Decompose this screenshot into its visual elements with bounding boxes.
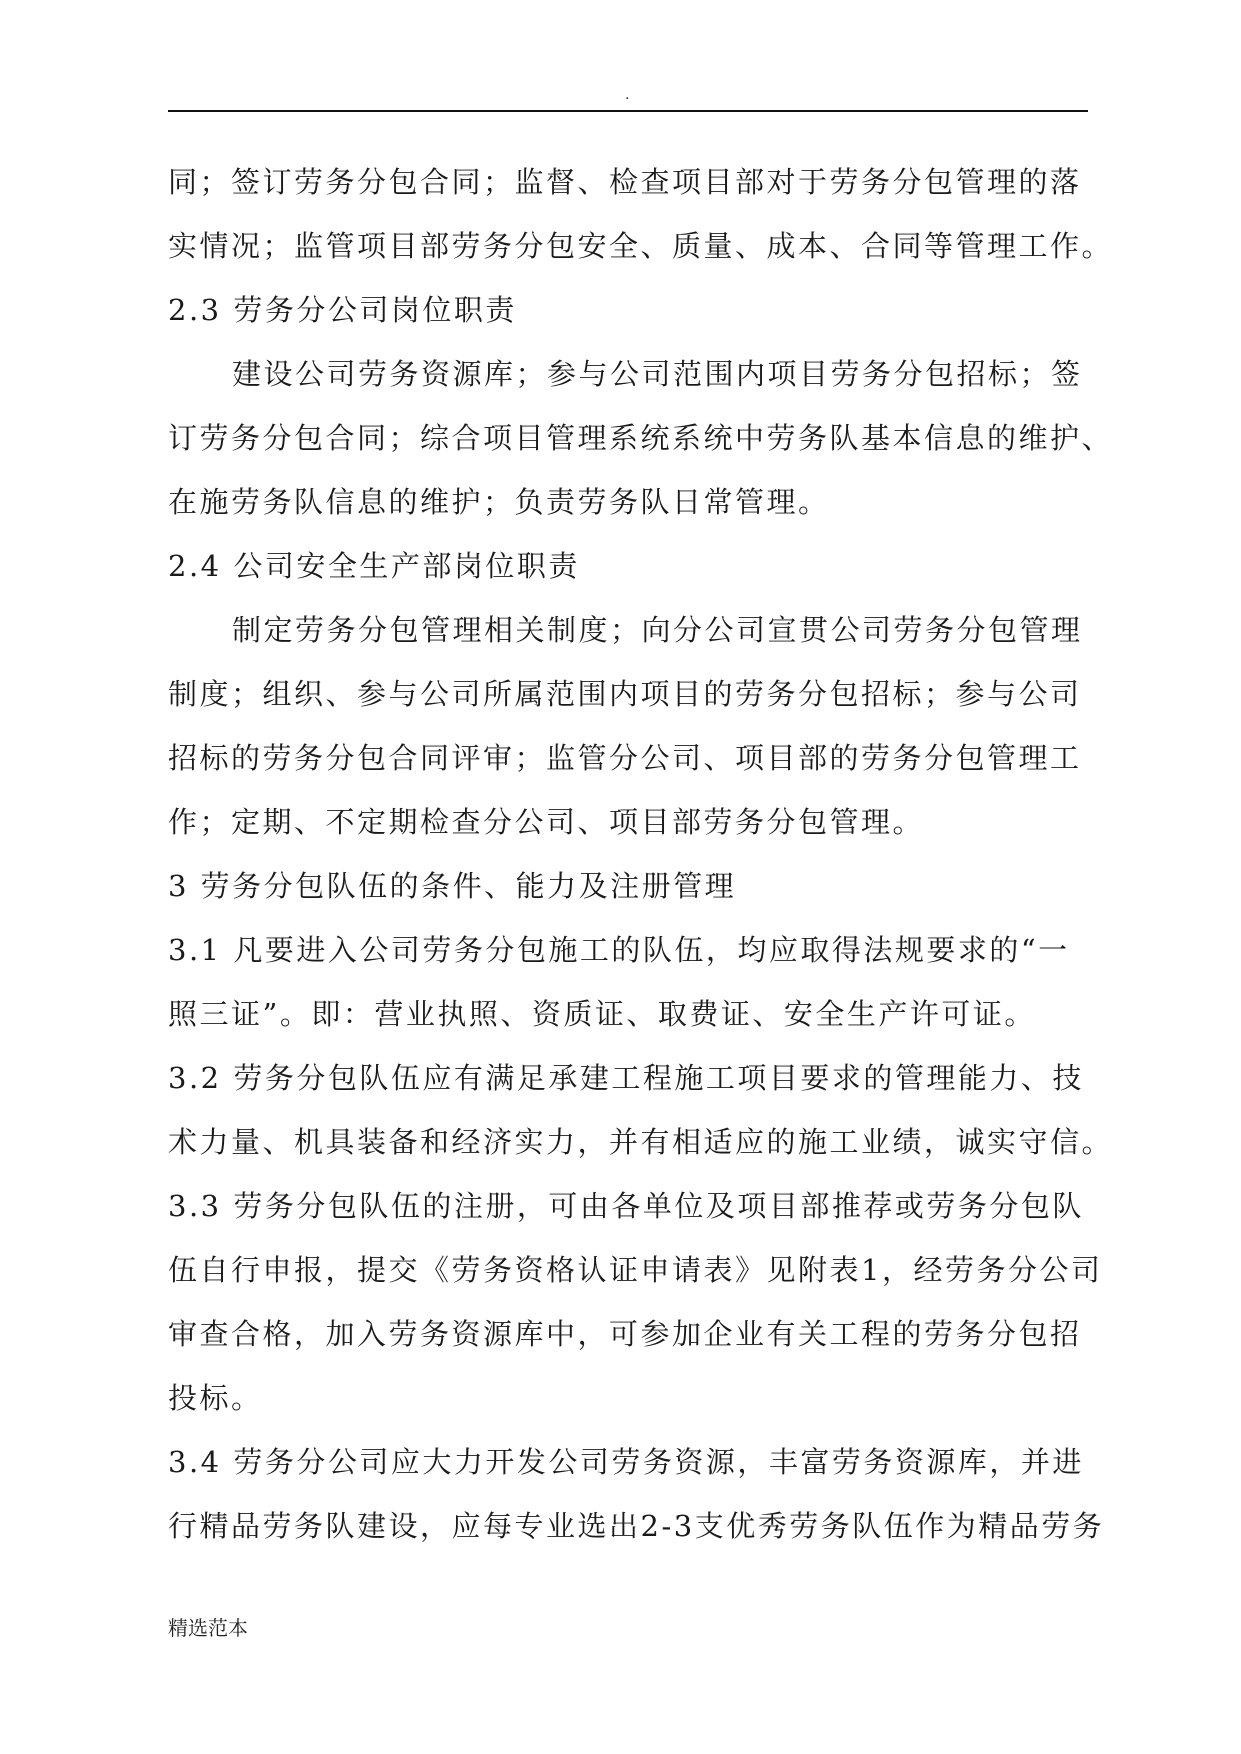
- paragraph-line: 行精品劳务队建设，应每专业选出2-3支优秀劳务队伍作为精品劳务: [168, 1509, 1105, 1543]
- footer-label: 精选范本: [168, 1616, 248, 1640]
- paragraph-line: 照三证”。即：营业执照、资质证、取费证、安全生产许可证。: [168, 997, 1036, 1031]
- paragraph-line: 订劳务分包合同；综合项目管理系统系统中劳务队基本信息的维护、: [168, 421, 1114, 455]
- paragraph-line: 3.4 劳务分公司应大力开发公司劳务资源，丰富劳务资源库，并进: [168, 1445, 1084, 1479]
- paragraph-line: 3.3 劳务分包队伍的注册，可由各单位及项目部推荐或劳务分包队: [168, 1189, 1084, 1223]
- section-heading: 2.4 公司安全生产部岗位职责: [168, 549, 580, 583]
- paragraph-line: 审查合格，加入劳务资源库中，可参加企业有关工程的劳务分包招: [168, 1317, 1082, 1351]
- paragraph-line: 建设公司劳务资源库；参与公司范围内项目劳务分包招标；签: [232, 357, 1083, 391]
- header-rule: [168, 110, 1088, 112]
- section-heading: 2.3 劳务分公司岗位职责: [168, 293, 517, 327]
- paragraph-line: 术力量、机具装备和经济实力，并有相适应的施工业绩，诚实守信。: [168, 1125, 1114, 1159]
- paragraph-line: 同；签订劳务分包合同；监督、检查项目部对于劳务分包管理的落: [168, 165, 1082, 199]
- paragraph-line: 制定劳务分包管理相关制度；向分公司宣贯公司劳务分包管理: [232, 613, 1083, 647]
- paragraph-line: 实情况；监管项目部劳务分包安全、质量、成本、合同等管理工作。: [168, 229, 1114, 263]
- paragraph-line: 在施劳务队信息的维护；负责劳务队日常管理。: [168, 485, 830, 519]
- document-body: [168, 150, 1114, 1558]
- paragraph-line: 投标。: [168, 1381, 263, 1415]
- paragraph-line: 伍自行申报，提交《劳务资格认证申请表》见附表1，经劳务分公司: [168, 1253, 1103, 1287]
- paragraph-line: 作；定期、不定期检查分公司、项目部劳务分包管理。: [168, 805, 925, 839]
- section-heading: 3 劳务分包队伍的条件、能力及注册管理: [168, 869, 737, 903]
- paragraph-line: 3.2 劳务分包队伍应有满足承建工程施工项目要求的管理能力、技: [168, 1061, 1084, 1095]
- paragraph-line: 3.1 凡要进入公司劳务分包施工的队伍，均应取得法规要求的“一: [168, 933, 1070, 967]
- paragraph-line: 招标的劳务分包合同评审；监管分公司、项目部的劳务分包管理工: [168, 741, 1082, 775]
- paragraph-line: 制度；组织、参与公司所属范围内项目的劳务分包招标；参与公司: [168, 677, 1082, 711]
- header-mark: .: [625, 87, 630, 103]
